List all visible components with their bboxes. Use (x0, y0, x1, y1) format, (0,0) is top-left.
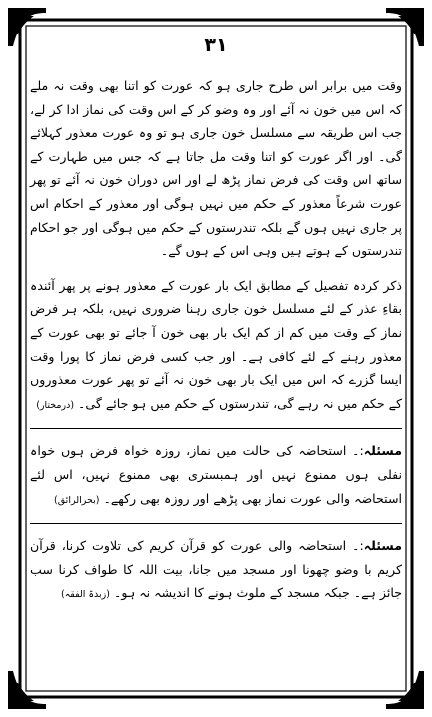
paragraph-2 (30, 274, 402, 418)
paragraph-2-reference: (درمختار) (36, 399, 75, 411)
masala-2 (30, 534, 402, 607)
page-body (30, 74, 402, 681)
paragraph-1-text: وقت میں برابر اس طرح جاری ہو کہ عورت کو اتنا بھی وقت نہ ملے کہ اس میں خون نہ آئے اور وہ وضو کر کے اس وقت کی نماز ادا کر لے، جب اس طریقہ سے مسلسل خون جاری ہو تو وہ عورت معذور کہلائے گی۔ اور اگر عورت کو اتنا وقت مل جاتا ہے کہ جس میں طہارت کے ساتھ اس وقت کی فرض نماز پڑھ لے اور اس دوران خون نہ آئے تو پھر عورت شرعاً معذور کے حکم میں نہیں ہوگی اور معذور کے احکام اس پر جاری نہیں ہوں گے بلکہ تندرستوں کے حکم میں ہوگی اور جو احکام تندرستوں کے ہوتے ہیں وہی اس کے ہوں گے۔ (30, 78, 402, 259)
masala-1 (30, 439, 402, 512)
page-number: ۳۱ (204, 34, 228, 56)
masala-2-reference: (زبدۃ الفقہ) (61, 589, 110, 601)
masala-2-text: :۔ استحاضہ والی عورت کو قرآن کریم کی تلاوت کرنا، قرآن کریم با وضو چھونا اور مسجد میں جانا، بیت اللہ کا طواف کرنا سب جائز ہے۔ جبکہ مسجد کے ملوث ہونے کا اندیشہ نہ ہو۔ (30, 538, 402, 601)
section-divider-2 (30, 523, 402, 524)
masala-1-reference: (بحرالرائق) (54, 494, 100, 506)
masala-1-term: مسئلہ (363, 443, 402, 459)
masala-2-term: مسئلہ (363, 538, 402, 554)
paragraph-1 (30, 74, 402, 263)
masala-1-text: :۔ استحاضہ کی حالت میں نماز، روزہ خواہ فرض ہوں خواہ نفلی ہوں ممنوع نہیں اور ہمبستری بھی ممنوع نہیں، اس لئے استحاضہ والی عورت نماز بھی پڑھے اور روزہ بھی رکھے۔ (30, 443, 402, 506)
section-divider-1 (30, 428, 402, 429)
paragraph-2-text: ذکر کردہ تفصیل کے مطابق ایک بار عورت کے معذور ہونے پر پھر آئندہ بقاءِ عذر کے لئے مسلسل خون جاری رہنا ضروری نہیں، بلکہ ہر فرض نماز کے وقت میں کم از کم ایک بار بھی خون آ جائے تو بھی عورت کے معذور رہنے کے لئے کافی ہے۔ اور جب کسی فرض نماز کا پورا وقت ایسا گزرے کہ اس میں ایک بار بھی خون نہ آئے تو پھر عورت معذوروں کے حکم میں نہ رہے گی، تندرستوں کے حکم میں ہو جائے گی۔ (30, 277, 402, 411)
